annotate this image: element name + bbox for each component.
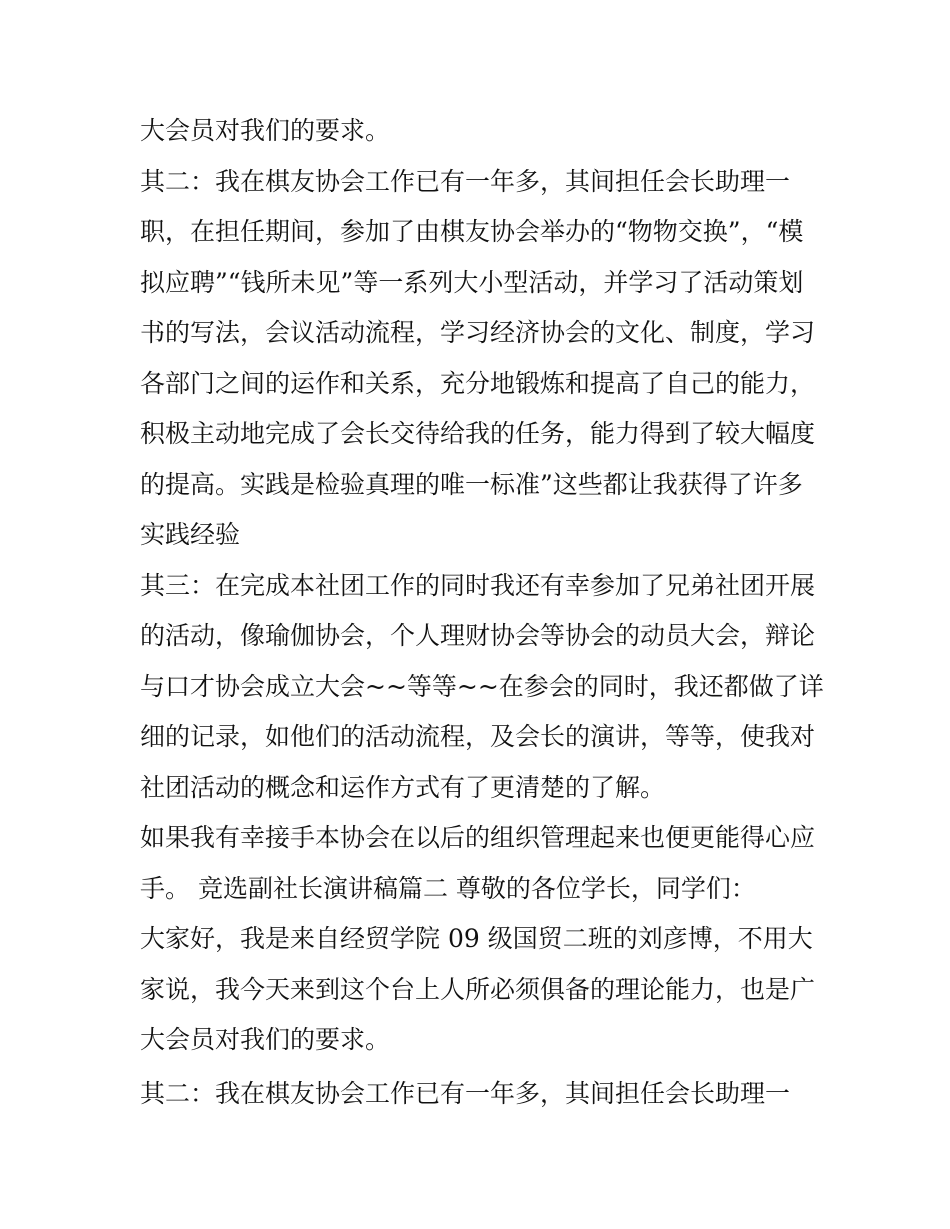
text-line: 的提高。实践是检验真理的唯一标准”这些都让我获得了许多: [140, 470, 803, 499]
text-line: 职，在担任期间，参加了由棋友协会举办的“物物交换”，“模: [140, 217, 804, 246]
text-line: 如果我有幸接手本协会在以后的组织管理起来也便更能得心应: [140, 823, 816, 852]
text-line: 书的写法，会议活动流程，学习经济协会的文化、制度，学习: [140, 318, 816, 347]
text-line: 家说，我今天来到这个台上人所必须俱备的理论能力，也是广: [140, 975, 816, 1004]
text-line: 拟应聘”“钱所未见”等一系列大小型活动，并学习了活动策划: [140, 268, 804, 297]
text-line: 细的记录，如他们的活动流程，及会长的演讲，等等，使我对: [140, 722, 816, 751]
text-line: 的活动，像瑜伽协会，个人理财协会等协会的动员大会，辩论: [140, 621, 816, 650]
text-line: 其二：我在棋友协会工作已有一年多，其间担任会长助理一: [140, 1079, 791, 1108]
text-line: 手。 竞选副社长演讲稿篇二 尊敬的各位学长，同学们：: [140, 874, 756, 903]
text-line: 社团活动的概念和运作方式有了更清楚的了解。: [140, 773, 666, 802]
text-line: 积极主动地完成了会长交待给我的任务，能力得到了较大幅度: [140, 419, 816, 448]
text-line: 大家好，我是来自经贸学院 09 级国贸二班的刘彦博，不用大: [140, 924, 813, 953]
text-line: 其二：我在棋友协会工作已有一年多，其间担任会长助理一: [140, 167, 791, 196]
text-line: 实践经验: [140, 520, 241, 549]
text-line: 大会员对我们的要求。: [140, 1025, 391, 1054]
text-line: 大会员对我们的要求。: [140, 116, 391, 145]
text-line: 其三：在完成本社团工作的同时我还有幸参加了兄弟社团开展: [140, 571, 816, 600]
text-line: 各部门之间的运作和关系，充分地锻炼和提高了自己的能力，: [140, 369, 816, 398]
text-line: 与口才协会成立大会~~等等~~在参会的同时，我还都做了详: [140, 672, 824, 701]
